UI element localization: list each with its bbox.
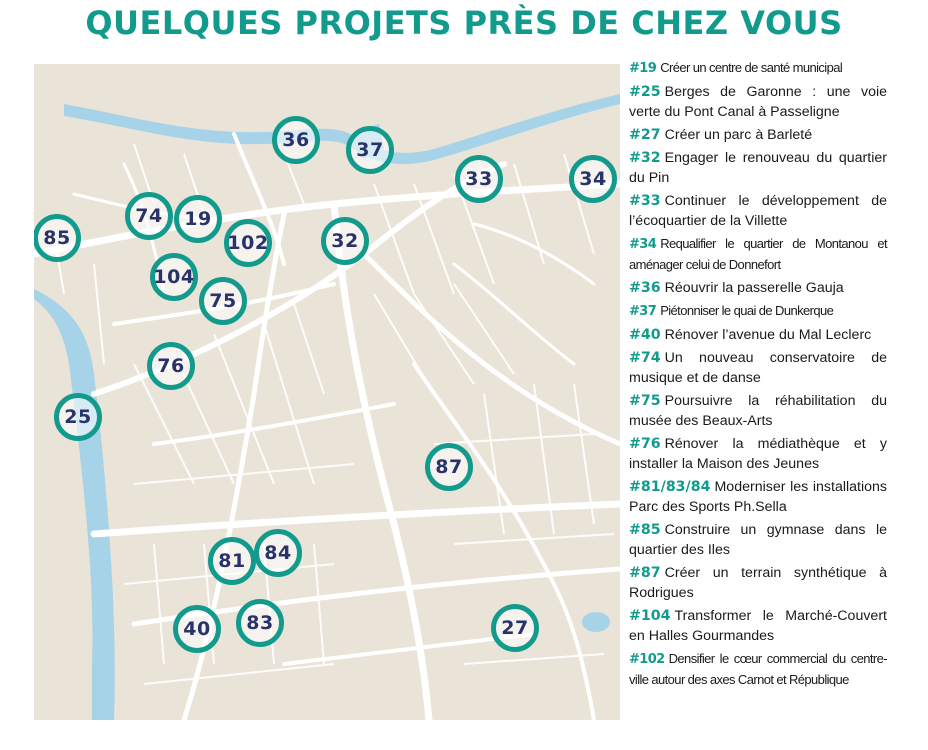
project-marker[interactable]: 37	[346, 126, 394, 174]
project-marker[interactable]: 19	[174, 195, 222, 243]
project-marker[interactable]: 81	[208, 537, 256, 585]
legend-item: #104 Transformer le Marché-Couvert en Halles Gourmandes	[629, 608, 887, 644]
legend-item: #37 Piétonniser le quai de Dunkerque	[629, 303, 834, 319]
city-map[interactable]	[34, 64, 620, 720]
project-marker[interactable]: 36	[272, 116, 320, 164]
project-marker[interactable]: 102	[224, 219, 272, 267]
project-marker[interactable]: 34	[569, 155, 617, 203]
legend-item: #40 Rénover l’avenue du Mal Leclerc	[629, 327, 872, 343]
legend-item: #74 Un nouveau conservatoire de musique et de danse	[629, 350, 887, 386]
legend-item: #34 Requalifier le quartier de Montanou et aménager celui de Donnefort	[629, 236, 887, 272]
legend-item: #36 Réouvrir la passerelle Gauja	[629, 280, 844, 296]
legend-item: #25 Berges de Garonne : une voie verte du Pont Canal à Passeligne	[629, 84, 887, 120]
project-marker[interactable]: 104	[150, 253, 198, 301]
legend-item: #33 Continuer le développement de l’écoquartier de la Villette	[629, 193, 887, 229]
legend-item: #19 Créer un centre de santé municipal	[629, 60, 843, 76]
legend-item: #75 Poursuivre la réhabilitation du musée des Beaux-Arts	[629, 393, 887, 429]
project-marker[interactable]: 83	[236, 599, 284, 647]
project-marker[interactable]: 84	[254, 529, 302, 577]
project-marker[interactable]: 33	[455, 155, 503, 203]
legend-item: #32 Engager le renouveau du quartier du Pin	[629, 150, 887, 186]
legend-item: #102 Densifier le cœur commercial du centre-ville autour des axes Carnot et République	[629, 651, 887, 687]
project-marker[interactable]: 87	[425, 443, 473, 491]
legend-item: #87 Créer un terrain synthétique à Rodrigues	[629, 565, 887, 601]
legend-item: #76 Rénover la médiathèque et y installer la Maison des Jeunes	[629, 436, 887, 472]
project-marker[interactable]: 85	[34, 214, 81, 262]
project-marker[interactable]: 75	[199, 277, 247, 325]
project-marker[interactable]: 25	[54, 393, 102, 441]
project-marker[interactable]: 76	[147, 342, 195, 390]
legend-item: #81/83/84 Moderniser les installations Parc des Sports Ph.Sella	[629, 479, 887, 515]
legend-item: #85 Construire un gymnase dans le quartier des Iles	[629, 522, 887, 558]
project-legend	[629, 58, 887, 693]
project-marker[interactable]: 32	[321, 217, 369, 265]
project-marker[interactable]: 40	[173, 605, 221, 653]
legend-item: #27 Créer un parc à Barleté	[629, 127, 813, 143]
project-marker[interactable]: 27	[491, 604, 539, 652]
page-title: QUELQUES PROJETS PRÈS DE CHEZ VOUS	[85, 4, 843, 42]
project-marker[interactable]: 74	[125, 192, 173, 240]
